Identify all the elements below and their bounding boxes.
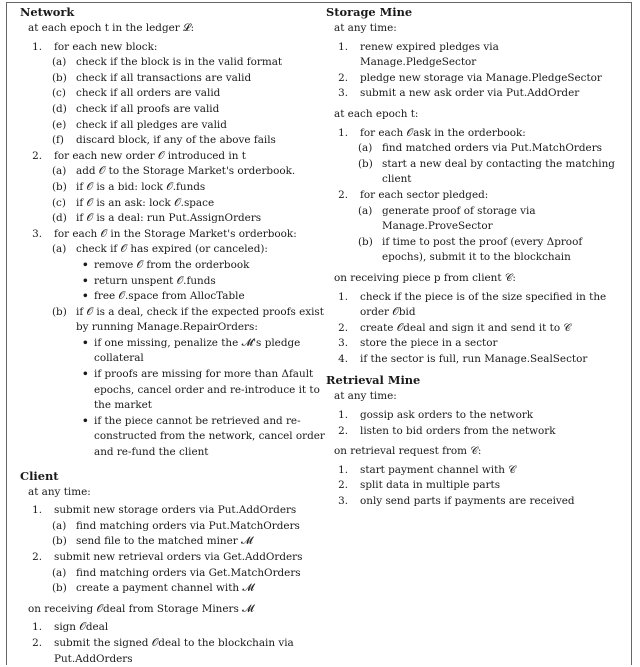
item-text: pledge new storage via Manage.PledgeSector — [360, 71, 602, 84]
item-text: listen to bid orders from the network — [360, 424, 556, 437]
retrieval-mine-lead2: on retrieval request from 𝒞: — [334, 445, 482, 458]
sub-item-label: (b) — [52, 180, 67, 193]
sub-item-label: (a) — [52, 519, 67, 532]
sub-item-text: check if all transactions are valid — [76, 71, 252, 84]
sub-item — [326, 141, 616, 157]
sub-item-label: (e) — [52, 118, 67, 131]
right-column — [326, 0, 616, 510]
item-text: start payment channel with 𝒞 — [360, 463, 516, 476]
bullet-text: free 𝒪.space from AllocTable — [94, 290, 245, 303]
sub-item — [20, 102, 326, 118]
list-item — [326, 40, 616, 71]
sub-item-text: if 𝒪 is a deal, check if the expected proofs exist by running Manage.RepairOrders: — [76, 305, 324, 334]
item-text: store the piece in a sector — [360, 337, 498, 350]
item-text: submit new storage orders via Put.AddOrders — [54, 504, 297, 517]
item-text: for each 𝒪 in the Storage Market's orderbook: — [54, 227, 297, 240]
sub-item — [20, 581, 326, 597]
item-number: 2. — [338, 188, 348, 201]
sub-item-label: (d) — [52, 212, 67, 225]
sub-item-text: if 𝒪 is a deal: run Put.AssignOrders — [76, 212, 262, 225]
list-item — [326, 336, 616, 352]
bullet-item — [94, 336, 326, 367]
storage-mine-list-2 — [326, 126, 616, 266]
client-lead: at any time: — [28, 485, 91, 498]
item-number: 3. — [32, 227, 42, 240]
item-number: 1. — [32, 40, 42, 53]
item-text: only send parts if payments are received — [360, 495, 575, 508]
client-lead2: on receiving 𝒪deal from Storage Miners 𝓜 — [28, 602, 254, 615]
storage-mine-list-3 — [326, 290, 616, 368]
sub-item-label: (b) — [52, 535, 67, 548]
item-number: 2. — [338, 479, 348, 492]
network-list — [20, 40, 326, 461]
list-item — [20, 620, 326, 636]
sub-item — [20, 534, 326, 550]
sub-item-label: (b) — [52, 305, 67, 318]
bullet-item — [94, 289, 326, 305]
sub-item-text: check if all pledges are valid — [76, 118, 227, 131]
bullet-text: remove 𝒪 from the orderbook — [94, 258, 250, 271]
sub-item-label: (a) — [358, 142, 373, 155]
item-number: 2. — [338, 321, 348, 334]
item-text: submit new retrieval orders via Get.AddOrders — [54, 551, 303, 563]
list-item — [20, 227, 326, 243]
list-item — [326, 86, 616, 102]
item-text: for each new order 𝒪 introduced in t — [54, 149, 246, 162]
item-number: 2. — [32, 149, 42, 162]
sub-item-text: check if 𝒪 has expired (or canceled): — [76, 243, 268, 256]
sub-item-text: generate proof of storage via Manage.ProveSector — [382, 204, 536, 233]
list-item — [326, 188, 616, 204]
item-number: 2. — [32, 551, 42, 563]
sub-item-text: find matching orders via Put.MatchOrders — [76, 519, 300, 532]
sub-item-text: create a payment channel with 𝓜 — [76, 582, 255, 595]
item-number: 1. — [338, 463, 348, 476]
network-title: Network — [20, 5, 75, 19]
list-item — [326, 290, 616, 321]
list-item — [326, 408, 616, 424]
sub-item-label: (b) — [52, 71, 67, 84]
sub-item-label: (a) — [52, 566, 67, 579]
item-number: 2. — [338, 424, 348, 437]
sub-item — [20, 196, 326, 212]
sub-item-label: (a) — [52, 165, 67, 178]
item-number: 2. — [338, 71, 348, 84]
bullet-item — [94, 274, 326, 290]
sub-item-label: (d) — [52, 102, 67, 115]
bullet-text: if one missing, penalize the 𝓜's pledge collateral — [94, 336, 301, 365]
sub-item — [20, 180, 326, 196]
item-number: 3. — [338, 337, 348, 350]
item-text: for each sector pledged: — [360, 188, 489, 201]
sub-item-label: (c) — [52, 196, 66, 209]
storage-mine-lead2: at each epoch t: — [334, 107, 419, 120]
sub-item-text: discard block, if any of the above fails — [76, 134, 276, 147]
sub-item-text: if time to post the proof (every Δproof epochs), submit it to the blockchain — [382, 235, 583, 264]
item-number: 1. — [338, 40, 348, 53]
retrieval-mine-list — [326, 408, 616, 439]
item-number: 2. — [32, 636, 42, 649]
item-number: 1. — [338, 409, 348, 422]
sub-item-label: (b) — [358, 157, 373, 170]
sub-item — [20, 86, 326, 102]
item-number: 1. — [32, 504, 42, 517]
storage-mine-title: Storage Mine — [326, 5, 413, 19]
client-title: Client — [20, 468, 59, 483]
sub-item-label: (c) — [52, 87, 66, 100]
sub-item-text: if 𝒪 is a bid: lock 𝒪.funds — [76, 180, 206, 193]
item-number: 1. — [32, 621, 42, 634]
sub-item-text: check if all orders are valid — [76, 87, 221, 100]
item-text: check if the piece is of the size specified in the order 𝒪bid — [360, 290, 607, 319]
list-item — [20, 636, 326, 667]
sub-item-label: (a) — [52, 243, 67, 256]
item-text: for each 𝒪ask in the orderbook: — [360, 126, 526, 139]
sub-item — [20, 164, 326, 180]
sub-item — [326, 235, 616, 266]
bullet-item — [94, 414, 326, 461]
list-item — [20, 503, 326, 519]
sub-item — [20, 211, 326, 227]
client-list-2 — [20, 620, 326, 667]
item-text: sign 𝒪deal — [54, 621, 109, 634]
item-text: for each new block: — [54, 40, 158, 53]
sub-item-text: check if the block is in the valid format — [76, 56, 283, 69]
sub-item-text: send file to the matched miner 𝓜 — [76, 535, 253, 548]
item-text: gossip ask orders to the network — [360, 409, 534, 422]
item-text: create 𝒪deal and sign it and send it to 𝒞 — [360, 321, 571, 334]
list-item — [326, 126, 616, 142]
item-text: submit a new ask order via Put.AddOrder — [360, 87, 580, 100]
network-lead: at each epoch t in the ledger 𝓛: — [28, 22, 195, 34]
retrieval-mine-list-2 — [326, 463, 616, 510]
sub-item — [326, 157, 616, 188]
client-list — [20, 503, 326, 597]
item-number: 3. — [338, 495, 348, 508]
sub-item-label: (a) — [52, 56, 67, 69]
list-item — [326, 494, 616, 510]
list-item — [326, 463, 616, 479]
item-number: 1. — [338, 126, 348, 139]
list-item — [20, 149, 326, 165]
sub-item-text: find matched orders via Put.MatchOrders — [382, 142, 602, 155]
storage-mine-list — [326, 40, 616, 102]
bullet-text: return unspent 𝒪.funds — [94, 274, 216, 287]
list-item — [326, 71, 616, 87]
sub-item — [20, 71, 326, 87]
list-item — [326, 352, 616, 368]
item-number: 3. — [338, 87, 348, 100]
sub-item — [20, 133, 326, 149]
item-number: 1. — [338, 290, 348, 303]
sub-item — [326, 204, 616, 235]
storage-mine-lead3: on receiving piece p from client 𝒞: — [334, 271, 516, 284]
sub-item — [20, 55, 326, 71]
left-column — [20, 0, 326, 667]
sub-item-label: (a) — [358, 204, 373, 217]
bullet-text: if proofs are missing for more than Δfault epochs, cancel order and re-introduce it to the market — [94, 368, 320, 412]
list-item — [20, 550, 326, 566]
bullet-text: if the piece cannot be retrieved and re-constructed from the network, cancel order and re-fund the client — [94, 414, 325, 459]
item-number: 4. — [338, 352, 348, 365]
retrieval-mine-title: Retrieval Mine — [326, 373, 421, 388]
sub-item-text: if 𝒪 is an ask: lock 𝒪.space — [76, 196, 215, 209]
list-item — [20, 40, 326, 56]
bullet-item — [94, 367, 326, 414]
sub-item-text: add 𝒪 to the Storage Market's orderbook. — [76, 165, 296, 178]
sub-item-label: (b) — [358, 235, 373, 248]
item-text: split data in multiple parts — [360, 479, 501, 492]
item-text: submit the signed 𝒪deal to the blockchain via Put.AddOrders — [54, 636, 294, 665]
sub-item-text: find matching orders via Get.MatchOrders — [76, 566, 301, 579]
storage-mine-lead: at any time: — [334, 22, 397, 34]
sub-item — [20, 305, 326, 336]
item-text: renew expired pledges via Manage.PledgeSector — [360, 40, 499, 69]
sub-item — [20, 118, 326, 134]
list-item — [326, 321, 616, 337]
item-text: if the sector is full, run Manage.SealSector — [360, 352, 588, 365]
sub-item-text: start a new deal by contacting the matching client — [382, 157, 615, 186]
sub-item-text: check if all proofs are valid — [76, 102, 220, 115]
list-item — [326, 424, 616, 440]
sub-item — [20, 519, 326, 535]
list-item — [326, 478, 616, 494]
sub-item — [20, 242, 326, 258]
bullet-item — [94, 258, 326, 274]
sub-item-label: (b) — [52, 582, 67, 595]
retrieval-mine-lead: at any time: — [334, 390, 397, 403]
sub-item-label: (f) — [52, 134, 64, 147]
sub-item — [20, 566, 326, 582]
